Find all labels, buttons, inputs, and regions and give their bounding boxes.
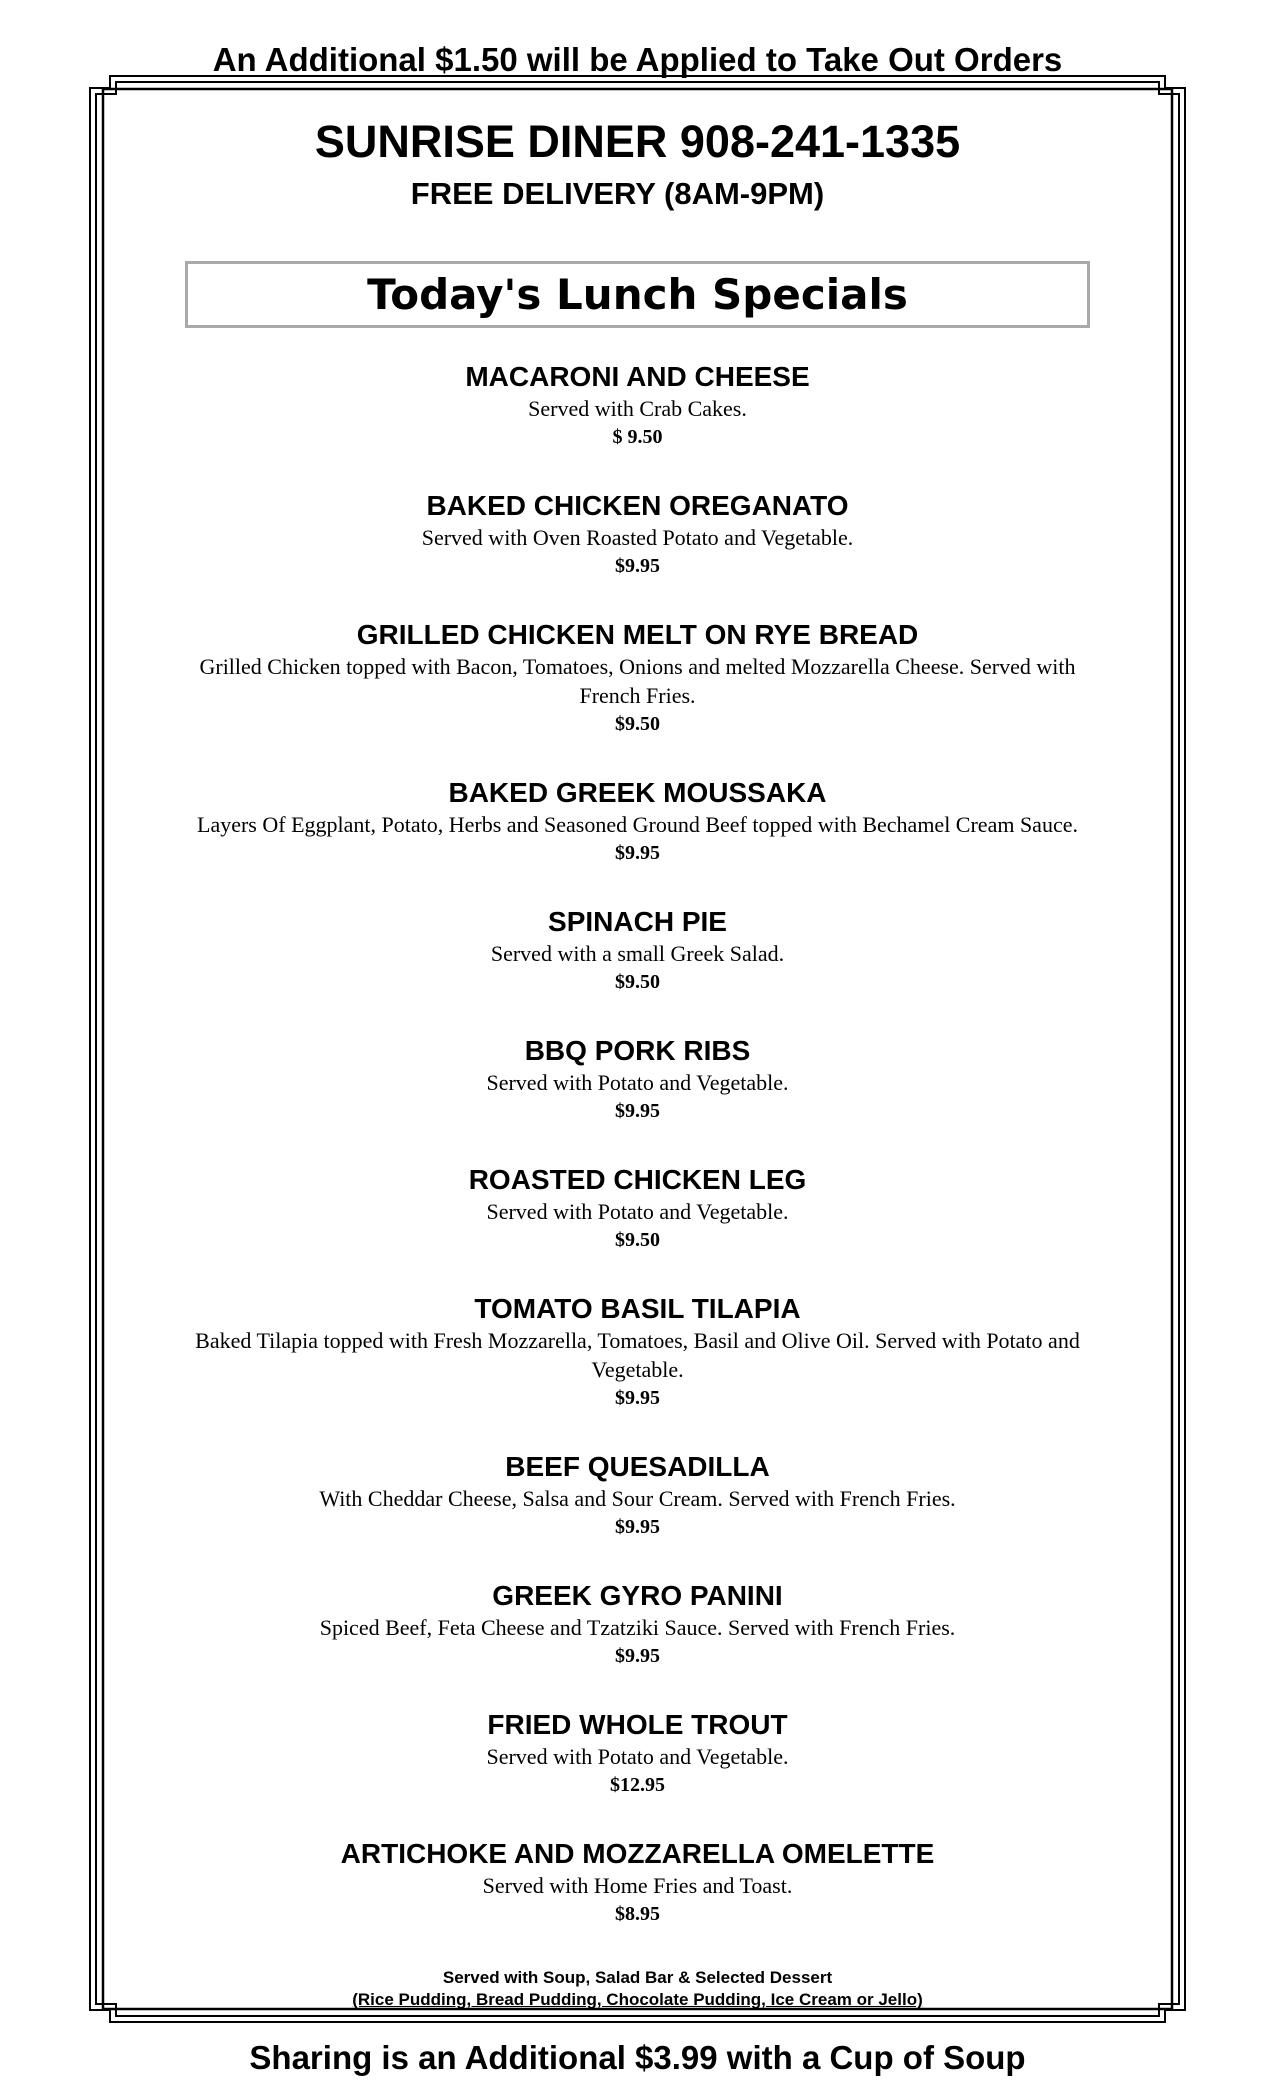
menu-item-price: $9.95 (615, 1100, 660, 1122)
menu-item-description: Served with Potato and Vegetable. (486, 1199, 789, 1224)
menu-item-name: ARTICHOKE AND MOZZARELLA OMELETTE (340, 1838, 935, 1869)
delivery-hours: FREE DELIVERY (8AM-9PM) (410, 176, 825, 211)
specials-title: Today's Lunch Specials (367, 269, 908, 319)
menu-item-price: $9.95 (615, 1645, 660, 1667)
menu-item-name: BEEF QUESADILLA (505, 1451, 770, 1482)
menu-item-description: Served with Oven Roasted Potato and Vegetable. (421, 525, 854, 550)
takeout-surcharge-note: An Additional $1.50 will be Applied to Take Out Orders (212, 41, 1063, 78)
menu-item-description: Served with Crab Cakes. (528, 396, 747, 421)
menu-item-description: Layers Of Eggplant, Potato, Herbs and Seasoned Ground Beef topped with Bechamel Cream Sauce. (197, 812, 1078, 837)
menu-item-price: $9.50 (615, 713, 660, 735)
menu-item-name: ROASTED CHICKEN LEG (468, 1164, 807, 1195)
menu-item (180, 1292, 1095, 1412)
menu-item-price: $ 9.50 (612, 426, 663, 448)
menu-item-name: GREEK GYRO PANINI (492, 1580, 783, 1611)
menu-item-name: BAKED CHICKEN OREGANATO (426, 490, 849, 521)
menu-item-name: BBQ PORK RIBS (524, 1035, 751, 1066)
menu-item (180, 905, 1095, 996)
menu-item (180, 776, 1095, 867)
menu-item-description: Served with a small Greek Salad. (490, 941, 785, 966)
menu-item-list (180, 360, 1095, 1966)
menu-item-name: FRIED WHOLE TROUT (487, 1709, 788, 1740)
menu-item-price: $12.95 (610, 1774, 665, 1796)
menu-item (180, 618, 1095, 738)
menu-item-name: GRILLED CHICKEN MELT ON RYE BREAD (356, 619, 919, 650)
menu-item-price: $9.95 (615, 555, 660, 577)
served-with-note: Served with Soup, Salad Bar & Selected Dessert (442, 1968, 833, 1987)
menu-item-name: SPINACH PIE (548, 906, 727, 937)
menu-item (180, 1450, 1095, 1541)
dessert-options-note: (Rice Pudding, Bread Pudding, Chocolate Pudding, Ice Cream or Jello) (352, 1990, 923, 2009)
menu-item (180, 1579, 1095, 1670)
menu-item (180, 1837, 1095, 1928)
menu-item-price: $9.95 (615, 842, 660, 864)
menu-item-description: Baked Tilapia topped with Fresh Mozzarella, Tomatoes, Basil and Olive Oil. Served with Potato and Vegetable. (195, 1328, 1080, 1382)
menu-item (180, 489, 1095, 580)
menu-item-description: Served with Home Fries and Toast. (482, 1873, 793, 1898)
menu-item-description: Spiced Beef, Feta Cheese and Tzatziki Sauce. Served with French Fries. (319, 1615, 956, 1640)
sharing-charge-note: Sharing is an Additional $3.99 with a Cup of Soup (249, 2039, 1026, 2076)
menu-item-price: $9.50 (615, 971, 660, 993)
menu-item (180, 1708, 1095, 1799)
specials-title-box (185, 261, 1090, 328)
menu-item-description: With Cheddar Cheese, Salsa and Sour Cream. Served with French Fries. (319, 1486, 956, 1511)
menu-item-description: Served with Potato and Vegetable. (486, 1070, 789, 1095)
menu-item-name: TOMATO BASIL TILAPIA (474, 1293, 801, 1324)
diner-name-phone: SUNRISE DINER 908-241-1335 (314, 116, 961, 167)
menu-item-name: BAKED GREEK MOUSSAKA (448, 777, 827, 808)
menu-item-price: $9.95 (615, 1516, 660, 1538)
menu-item-name: MACARONI AND CHEESE (465, 361, 810, 392)
menu-item-price: $9.95 (615, 1387, 660, 1409)
menu-item-description: Grilled Chicken topped with Bacon, Tomatoes, Onions and melted Mozzarella Cheese. Served with French Fries. (199, 654, 1076, 708)
menu-item (180, 1034, 1095, 1125)
menu-item (180, 1163, 1095, 1254)
menu-item-price: $9.50 (615, 1229, 660, 1251)
menu-item-price: $8.95 (615, 1903, 660, 1925)
menu-item (180, 360, 1095, 451)
menu-item-description: Served with Potato and Vegetable. (486, 1744, 789, 1769)
